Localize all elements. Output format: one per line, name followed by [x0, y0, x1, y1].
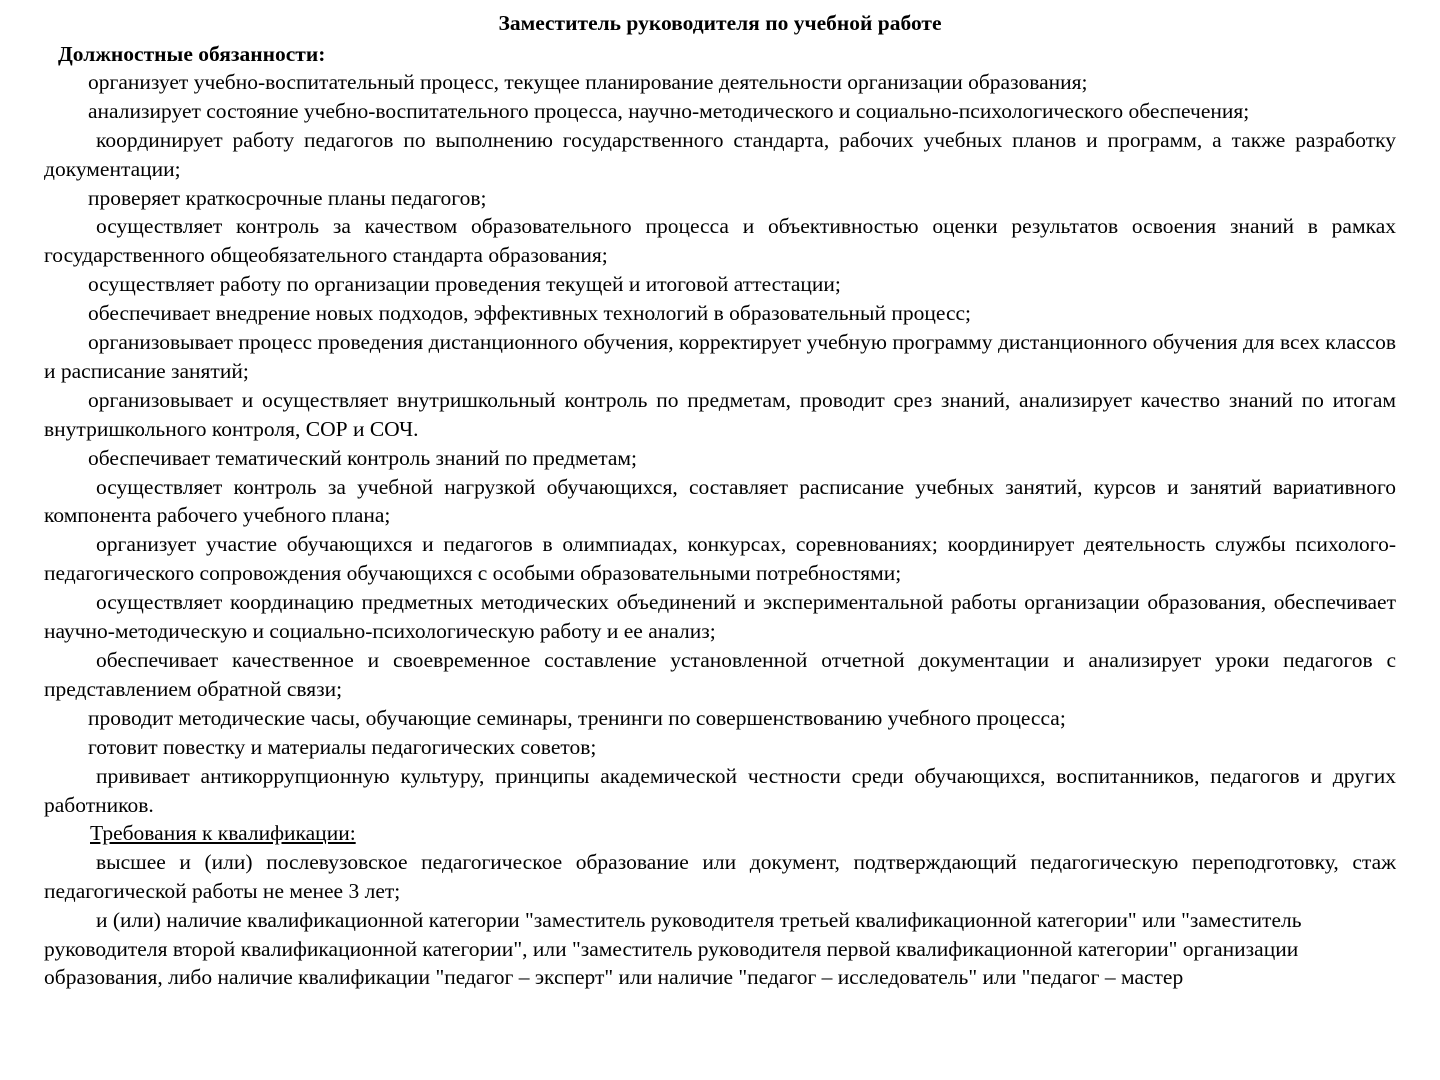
duty-item: обеспечивает тематический контроль знаний по предметам; — [88, 445, 637, 470]
duty-item: организует учебно-воспитательный процесс, текущее планирование деятельности организации образования; — [88, 69, 1088, 94]
duty-item: анализирует состояние учебно-воспитательного процесса, научно-методического и социально-психологического обеспечения; — [88, 98, 1250, 123]
duties-heading: Должностные обязанности: — [58, 41, 326, 66]
duty-item: прививает антикоррупционную культуру, принципы академической честности среди обучающихся, воспитанников, педагогов и других работников. — [44, 763, 1396, 817]
duty-item: осуществляет работу по организации проведения текущей и итоговой аттестации; — [88, 272, 841, 297]
duty-item: организовывает и осуществляет внутришкольный контроль по предметам, проводит срез знаний, анализирует качество знаний по итогам внутришкольного контроля, СОР и СОЧ. — [44, 387, 1396, 441]
duty-item: организует участие обучающихся и педагогов в олимпиадах, конкурсах, соревнованиях; координирует деятельность службы психолого-педагогического сопровождения обучающихся с особыми образовательными потребностями; — [44, 532, 1396, 586]
duty-item: проверяет краткосрочные планы педагогов; — [88, 185, 487, 210]
duty-item: организовывает процесс проведения дистанционного обучения, корректирует учебную программу дистанционного обучения для всех классов и расписание занятий; — [44, 330, 1396, 383]
page-title: Заместитель руководителя по учебной работе — [498, 11, 942, 35]
duty-item: обеспечивает внедрение новых подходов, эффективных технологий в образовательный процесс; — [88, 301, 972, 326]
duty-item: координирует работу педагогов по выполнению государственного стандарта, рабочих учебных планов и программ, а также разработку документации; — [44, 127, 1396, 181]
duty-item: проводит методические часы, обучающие семинары, тренинги по совершенствованию учебного процесса; — [88, 705, 1066, 730]
duty-item: осуществляет контроль за учебной нагрузкой обучающихся, составляет расписание учебных занятий, курсов и занятий вариативного компонента рабочего учебного плана; — [44, 474, 1396, 528]
qualification-item: высшее и (или) послевузовское педагогическое образование или документ, подтверждающий педагогическую переподготовку, стаж педагогической работы не менее 3 лет; — [44, 849, 1396, 903]
duty-item: готовит повестку и материалы педагогических советов; — [88, 734, 597, 759]
duty-item: осуществляет координацию предметных методических объединений и экспериментальной работы организации образования, обеспечивает научно-методическую и социально-психологическую работу и ее анализ; — [44, 590, 1396, 644]
duty-item: осуществляет контроль за качеством образовательного процесса и объективностью оценки результатов освоения знаний в рамках государственного общеобязательного стандарта образования; — [44, 214, 1396, 268]
duty-item: обеспечивает качественное и своевременное составление установленной отчетной документации и анализирует уроки педагогов с представлением обратной связи; — [44, 648, 1396, 701]
qualification-heading: Требования к квалификации: — [90, 821, 356, 846]
qualification-item: и (или) наличие квалификационной категории "заместитель руководителя третьей квалификационной категории" или "заместитель руководителя второй квалификационной категории", или "заместитель руководителя первой квалификационной категории" организации образования, либо наличие квалификации "педагог – эксперт" или наличие "педагог – исследователь" или "педагог – мастер — [44, 907, 1302, 990]
